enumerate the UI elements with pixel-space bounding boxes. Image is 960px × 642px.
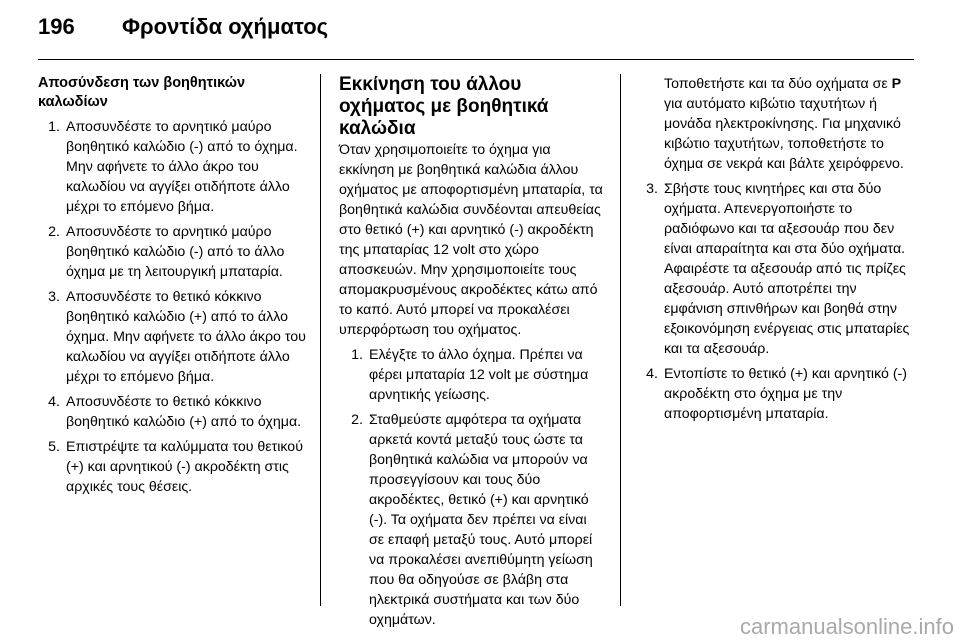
step-text: Ελέγξτε το άλλο όχημα. Πρέπει να φέρει μπαταρία 12 volt με σύστημα αρνητικής γείωσης. xyxy=(369,347,589,403)
column-1 xyxy=(38,74,308,497)
step-number: 2. xyxy=(351,412,363,428)
header-rule xyxy=(38,59,914,60)
step-text: Σταθμεύστε αμφότερα τα οχήματα αρκετά κοντά μεταξύ τους ώστε τα βοηθητικά καλώδια να μπορούν να προσεγγίσουν και τους δύο ακροδέκτες, θετικό (+) και αρνητικό (-). Τα οχήματα δεν πρέπει να είναι σε επαφή μεταξύ τους. Αυτό μπορεί να προκαλέσει ανεπιθύμητη γείωση που θα οδηγούσε σε βλάβη στα ηλεκτρικά συστήματα και των δύο οχημάτων. xyxy=(369,412,593,628)
step-text: Αποσυνδέστε το θετικό κόκκινο βοηθητικό καλώδιο (+) από το όχημα. xyxy=(66,394,302,430)
section-heading: Εκκίνηση του άλλου οχήματος με βοηθητικά καλώδια xyxy=(339,74,549,139)
step-number: 4. xyxy=(48,394,60,410)
disconnect-steps-list xyxy=(38,117,308,497)
step-text: Αποσυνδέστε το θετικό κόκκινο βοηθητικό καλώδιο (+) από το άλλο όχημα. Μην αφήνετε το άλλο άκρο του καλωδίου να αγγίξει οτιδήποτε άλλο μέχρι το επόμενο βήμα. xyxy=(66,289,306,385)
list-item xyxy=(38,287,308,387)
step-number: 2. xyxy=(48,224,60,240)
step-number: 4. xyxy=(646,366,658,382)
step-number: 5. xyxy=(48,439,60,455)
list-item xyxy=(38,222,308,282)
watermark: carmanualsonline.info xyxy=(739,614,954,639)
page-number: 196 xyxy=(38,14,75,39)
list-item xyxy=(339,410,605,630)
column-divider-left xyxy=(320,74,321,606)
continued-text-start: Τοποθετήστε και τα δύο οχήματα σε xyxy=(664,76,892,92)
list-item xyxy=(339,345,605,405)
park-position-label: P xyxy=(891,76,902,92)
list-item xyxy=(38,437,308,497)
intro-paragraph: Όταν χρησιμοποιείτε το όχημα για εκκίνηση με βοηθητικά καλώδια άλλου οχήματος με αποφορτισμένη μπαταρία, τα βοηθητικά καλώδια συνδέονται απευθείας στο θετικό (+) και αρνητικό (-) ακροδέκτη της μπαταρίας 12 volt στο χώρο αποσκευών. Μην χρησιμοποιείτε τους απομακρυσμένους ακροδέκτες κάτω από το καπό. Αυτό μπορεί να προκαλέσει υπερφόρτωση του οχήματος. xyxy=(339,142,603,338)
step-number: 3. xyxy=(646,181,658,197)
list-item xyxy=(640,179,910,359)
section-subheading: Αποσύνδεση των βοηθητικών καλωδίων xyxy=(38,75,246,110)
step-text: Αποσυνδέστε το αρνητικό μαύρο βοηθητικό καλώδιο (-) από το άλλο όχημα με τη λειτουργική μπαταρία. xyxy=(66,224,285,280)
column-2 xyxy=(339,74,605,630)
step-text: Εντοπίστε το θετικό (+) και αρνητικό (-) ακροδέκτη στο όχημα με την αποφορτισμένη μπαταρία. xyxy=(664,366,908,422)
column-3 xyxy=(640,74,910,424)
jump-start-steps-list xyxy=(339,345,605,630)
step-number: 1. xyxy=(351,347,363,363)
continued-text-end: για αυτόματο κιβώτιο ταχυτήτων ή μονάδα ηλεκτροκίνησης. Για μηχανικό κιβώτιο ταχυτήτων, τοποθετήστε το όχημα σε νεκρά και βάλτε χειρόφρενο. xyxy=(664,96,904,172)
step-text: Επιστρέψτε τα καλύμματα του θετικού (+) και αρνητικού (-) ακροδέκτη στις αρχικές τους θέσεις. xyxy=(66,439,303,495)
step-number: 3. xyxy=(48,289,60,305)
continued-step-text xyxy=(640,74,910,174)
list-item xyxy=(640,364,910,424)
step-number: 1. xyxy=(48,119,60,135)
jump-start-steps-list-continued xyxy=(640,179,910,424)
list-item xyxy=(38,392,308,432)
step-text: Αποσυνδέστε το αρνητικό μαύρο βοηθητικό καλώδιο (-) από το όχημα. Μην αφήνετε το άλλο άκρο του καλωδίου να αγγίξει οτιδήποτε άλλο μέχρι το επόμενο βήμα. xyxy=(66,119,298,215)
page-title: Φροντίδα οχήματος xyxy=(122,14,329,39)
list-item xyxy=(38,117,308,217)
step-text: Σβήστε τους κινητήρες και στα δύο οχήματα. Απενεργοποιήστε το ραδιόφωνο και τα αξεσουάρ που δεν είναι απαραίτητα και στα δύο οχήματα. Αφαιρέστε τα αξεσουάρ από τις πρίζες αξεσουάρ. Αυτό αποτρέπει την εμφάνιση σπινθήρων και βοηθά στην εξοικονόμηση ενέργειας στις μπαταρίες και τα αξεσουάρ. xyxy=(664,181,910,357)
column-divider-right xyxy=(620,74,621,606)
